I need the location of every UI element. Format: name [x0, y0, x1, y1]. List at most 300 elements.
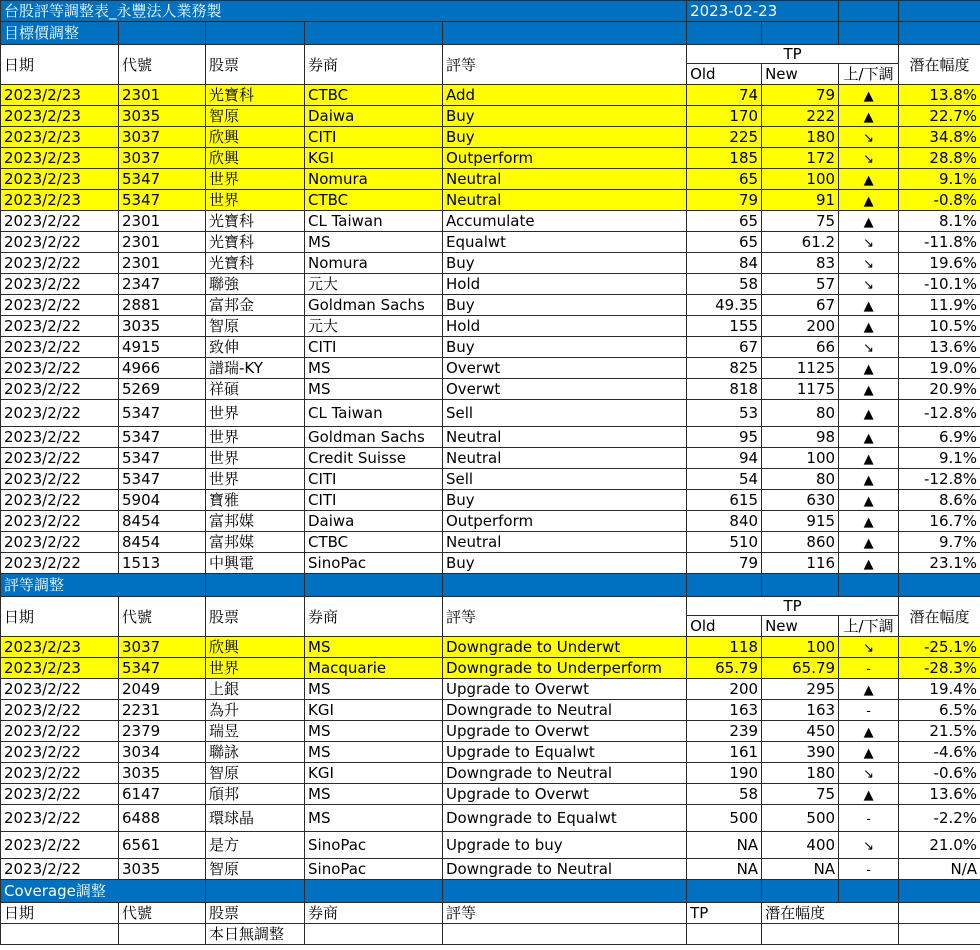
up-triangle-icon: ▲	[863, 787, 874, 803]
cell-tp-old: 161	[687, 742, 762, 763]
dash-icon: -	[866, 862, 871, 878]
column-header-row	[1, 45, 980, 64]
up-triangle-icon: ▲	[863, 361, 874, 377]
cell-broker: SinoPac	[305, 553, 443, 574]
cell-rating: Outperform	[443, 511, 687, 532]
cell-tp-new: 400	[762, 832, 839, 859]
cell-broker: SinoPac	[305, 832, 443, 859]
title-row	[1, 1, 980, 22]
cell-upside: -2.2%	[899, 805, 980, 832]
cell-direction	[839, 448, 899, 469]
cell-tp-old: 79	[687, 190, 762, 211]
cell-stock: 致伸	[206, 337, 305, 358]
col-stock: 股票	[206, 45, 305, 85]
down-arrow-icon: ↘	[863, 256, 875, 272]
up-triangle-icon: ▲	[863, 193, 874, 209]
table-row	[1, 469, 980, 490]
table-row	[1, 784, 980, 805]
cell-code: 2049	[119, 679, 206, 700]
cell-tp-new: 75	[762, 784, 839, 805]
up-triangle-icon: ▲	[863, 724, 874, 740]
up-triangle-icon: ▲	[863, 430, 874, 446]
cell-tp-old: 818	[687, 379, 762, 400]
col-direction: 上/下調	[839, 64, 899, 85]
cell-code: 3035	[119, 763, 206, 784]
cell-direction	[839, 805, 899, 832]
cell-tp-old: 94	[687, 448, 762, 469]
col-tp: TP	[687, 903, 762, 924]
cell-direction	[839, 232, 899, 253]
cell-upside: 13.6%	[899, 784, 980, 805]
cell-tp-new: 450	[762, 721, 839, 742]
cell-broker: MS	[305, 379, 443, 400]
cell-stock: 富邦媒	[206, 511, 305, 532]
cell-tp-old: 163	[687, 700, 762, 721]
cell-stock: 智原	[206, 763, 305, 784]
down-arrow-icon: ↘	[863, 130, 875, 146]
cell-date: 2023/2/22	[1, 211, 119, 232]
cell-broker: 元大	[305, 316, 443, 337]
dash-icon: -	[866, 811, 871, 827]
table-row	[1, 337, 980, 358]
cell-direction	[839, 721, 899, 742]
cell-direction	[839, 784, 899, 805]
cell-direction	[839, 85, 899, 106]
cell-tp-old: 825	[687, 358, 762, 379]
column-header-row	[1, 597, 980, 616]
down-arrow-icon: ↘	[863, 235, 875, 251]
cell-broker: Goldman Sachs	[305, 295, 443, 316]
col-code: 代號	[119, 903, 206, 924]
cell-upside: 8.1%	[899, 211, 980, 232]
cell-rating: Upgrade to Overwt	[443, 721, 687, 742]
dash-icon: -	[866, 703, 871, 719]
section-title-target: 目標價調整	[1, 22, 119, 45]
col-stock: 股票	[206, 903, 305, 924]
section-header-target	[1, 22, 980, 45]
down-arrow-icon: ↘	[863, 766, 875, 782]
cell-broker: CITI	[305, 469, 443, 490]
cell-stock: 光寶科	[206, 211, 305, 232]
cell-direction	[839, 679, 899, 700]
cell-code: 3034	[119, 742, 206, 763]
section-header-rating	[1, 574, 980, 597]
cell-tp-old: 840	[687, 511, 762, 532]
cell-stock: 上銀	[206, 679, 305, 700]
cell-direction	[839, 511, 899, 532]
cell-date: 2023/2/22	[1, 379, 119, 400]
cell-rating: Downgrade to Underwt	[443, 637, 687, 658]
cell-tp-old: 58	[687, 784, 762, 805]
cell-date: 2023/2/23	[1, 127, 119, 148]
cell-upside: 13.6%	[899, 337, 980, 358]
cell-upside: -12.8%	[899, 469, 980, 490]
table-row	[1, 127, 980, 148]
down-arrow-icon: ↘	[863, 340, 875, 356]
cell-date: 2023/2/23	[1, 148, 119, 169]
cell-rating: Overwt	[443, 379, 687, 400]
cell-rating: Buy	[443, 295, 687, 316]
cell-stock: 世界	[206, 190, 305, 211]
cell-direction	[839, 106, 899, 127]
cell-upside: 9.7%	[899, 532, 980, 553]
cell-rating: Buy	[443, 106, 687, 127]
col-stock: 股票	[206, 597, 305, 637]
cell-stock: 譜瑞-KY	[206, 358, 305, 379]
cell-code: 6561	[119, 832, 206, 859]
col-date: 日期	[1, 597, 119, 637]
cell-upside: 9.1%	[899, 169, 980, 190]
sheet-date: 2023-02-23	[687, 1, 839, 22]
cell-stock: 光寶科	[206, 253, 305, 274]
cell-stock: 富邦媒	[206, 532, 305, 553]
cell-direction	[839, 295, 899, 316]
cell-code: 2301	[119, 253, 206, 274]
cell-tp-old: 239	[687, 721, 762, 742]
cell-broker: MS	[305, 721, 443, 742]
down-arrow-icon: ↘	[863, 277, 875, 293]
cell-rating: Upgrade to buy	[443, 832, 687, 859]
up-triangle-icon: ▲	[863, 172, 874, 188]
table-row	[1, 490, 980, 511]
cell-date: 2023/2/22	[1, 805, 119, 832]
cell-upside: 11.9%	[899, 295, 980, 316]
cell-code: 6147	[119, 784, 206, 805]
cell-rating: Downgrade to Neutral	[443, 763, 687, 784]
cell-code: 3037	[119, 148, 206, 169]
cell-code: 4915	[119, 337, 206, 358]
cell-rating: Hold	[443, 316, 687, 337]
cell-tp-new: 180	[762, 763, 839, 784]
cell-upside: 34.8%	[899, 127, 980, 148]
cell-stock: 聯詠	[206, 742, 305, 763]
cell-date: 2023/2/22	[1, 274, 119, 295]
up-triangle-icon: ▲	[863, 682, 874, 698]
cell-date: 2023/2/22	[1, 316, 119, 337]
cell-code: 5347	[119, 469, 206, 490]
cell-tp-new: 80	[762, 469, 839, 490]
table-row	[1, 295, 980, 316]
cell-rating: Outperform	[443, 148, 687, 169]
cell-tp-new: 65.79	[762, 658, 839, 679]
cell-tp-old: 118	[687, 637, 762, 658]
cell-tp-old: 500	[687, 805, 762, 832]
cell-direction	[839, 532, 899, 553]
cell-date: 2023/2/22	[1, 448, 119, 469]
table-row	[1, 211, 980, 232]
cell-tp-new: 100	[762, 448, 839, 469]
col-upside: 潛在幅度	[899, 597, 980, 637]
cell-broker: CTBC	[305, 532, 443, 553]
cell-broker: Macquarie	[305, 658, 443, 679]
cell-broker: Daiwa	[305, 511, 443, 532]
cell-tp-new: 67	[762, 295, 839, 316]
cell-upside: 8.6%	[899, 490, 980, 511]
col-tp: TP	[687, 45, 899, 64]
cell-date: 2023/2/22	[1, 832, 119, 859]
col-date: 日期	[1, 903, 119, 924]
cell-stock: 智原	[206, 316, 305, 337]
cell-upside: -25.1%	[899, 637, 980, 658]
cell-rating: Accumulate	[443, 211, 687, 232]
up-triangle-icon: ▲	[863, 514, 874, 530]
up-triangle-icon: ▲	[863, 214, 874, 230]
col-upside: 潛在幅度	[899, 45, 980, 85]
col-tp: TP	[687, 597, 899, 616]
cell-direction	[839, 427, 899, 448]
cell-direction	[839, 169, 899, 190]
cell-date: 2023/2/22	[1, 490, 119, 511]
cell-code: 8454	[119, 511, 206, 532]
cell-tp-new: 66	[762, 337, 839, 358]
cell-upside: -12.8%	[899, 400, 980, 427]
col-code: 代號	[119, 597, 206, 637]
cell-tp-old: 185	[687, 148, 762, 169]
cell-rating: Upgrade to Overwt	[443, 679, 687, 700]
table-row	[1, 106, 980, 127]
cell-tp-old: 67	[687, 337, 762, 358]
up-triangle-icon: ▲	[863, 535, 874, 551]
cell-upside: 6.9%	[899, 427, 980, 448]
title-blank	[839, 1, 899, 22]
cell-direction	[839, 190, 899, 211]
table-row	[1, 679, 980, 700]
cell-tp-old: 170	[687, 106, 762, 127]
cell-rating: Buy	[443, 253, 687, 274]
cell-upside: 23.1%	[899, 553, 980, 574]
cell-date: 2023/2/22	[1, 784, 119, 805]
cell-date: 2023/2/22	[1, 532, 119, 553]
cell-direction	[839, 832, 899, 859]
cell-broker: CITI	[305, 337, 443, 358]
cell-stock: 富邦金	[206, 295, 305, 316]
table-row	[1, 427, 980, 448]
up-triangle-icon: ▲	[863, 382, 874, 398]
cell-direction	[839, 337, 899, 358]
cell-broker: Credit Suisse	[305, 448, 443, 469]
cell-stock: 瑞昱	[206, 721, 305, 742]
table-row	[1, 148, 980, 169]
cell-tp-old: 54	[687, 469, 762, 490]
cell-tp-new: 222	[762, 106, 839, 127]
cell-tp-new: 390	[762, 742, 839, 763]
cell-date: 2023/2/22	[1, 295, 119, 316]
cell-code: 3035	[119, 106, 206, 127]
cell-stock: 光寶科	[206, 232, 305, 253]
cell-direction	[839, 859, 899, 880]
cell-upside: N/A	[899, 859, 980, 880]
cell-direction	[839, 148, 899, 169]
cell-rating: Hold	[443, 274, 687, 295]
col-code: 代號	[119, 45, 206, 85]
table-row	[1, 637, 980, 658]
cell-broker: MS	[305, 679, 443, 700]
cell-date: 2023/2/22	[1, 337, 119, 358]
table-row	[1, 859, 980, 880]
cell-tp-new: 163	[762, 700, 839, 721]
cell-broker: CITI	[305, 127, 443, 148]
cell-tp-new: 80	[762, 400, 839, 427]
cell-tp-new: 295	[762, 679, 839, 700]
cell-code: 2347	[119, 274, 206, 295]
cell-tp-old: NA	[687, 859, 762, 880]
cell-tp-new: 91	[762, 190, 839, 211]
cell-tp-old: 65.79	[687, 658, 762, 679]
cell-code: 5347	[119, 169, 206, 190]
cell-date: 2023/2/23	[1, 106, 119, 127]
cell-upside: 16.7%	[899, 511, 980, 532]
cell-upside: 20.9%	[899, 379, 980, 400]
cell-tp-new: 1175	[762, 379, 839, 400]
col-rating: 評等	[443, 903, 687, 924]
cell-tp-new: 915	[762, 511, 839, 532]
cell-upside: 22.7%	[899, 106, 980, 127]
cell-broker: SinoPac	[305, 859, 443, 880]
cell-stock: 環球晶	[206, 805, 305, 832]
table-row	[1, 553, 980, 574]
cell-tp-old: NA	[687, 832, 762, 859]
cell-tp-old: 190	[687, 763, 762, 784]
cell-broker: CL Taiwan	[305, 211, 443, 232]
cell-stock: 世界	[206, 169, 305, 190]
cell-rating: Downgrade to Underperform	[443, 658, 687, 679]
cell-stock: 中興電	[206, 553, 305, 574]
cell-rating: Downgrade to Equalwt	[443, 805, 687, 832]
cell-direction	[839, 490, 899, 511]
cell-broker: Nomura	[305, 169, 443, 190]
cell-broker: MS	[305, 637, 443, 658]
coverage-header-row	[1, 903, 980, 924]
table-row	[1, 85, 980, 106]
cell-date: 2023/2/22	[1, 763, 119, 784]
down-arrow-icon: ↘	[863, 151, 875, 167]
cell-code: 4966	[119, 358, 206, 379]
down-arrow-icon: ↘	[863, 838, 875, 854]
cell-rating: Overwt	[443, 358, 687, 379]
table-row	[1, 742, 980, 763]
table-row	[1, 253, 980, 274]
cell-rating: Neutral	[443, 169, 687, 190]
cell-broker: CTBC	[305, 85, 443, 106]
sheet-title: 台股評等調整表_永豐法人業務製	[1, 1, 687, 22]
cell-date: 2023/2/22	[1, 859, 119, 880]
cell-date: 2023/2/22	[1, 700, 119, 721]
cell-code: 5269	[119, 379, 206, 400]
cell-tp-old: 49.35	[687, 295, 762, 316]
cell-broker: MS	[305, 805, 443, 832]
cell-direction	[839, 469, 899, 490]
cell-date: 2023/2/23	[1, 169, 119, 190]
table-row	[1, 316, 980, 337]
cell-rating: Neutral	[443, 427, 687, 448]
up-triangle-icon: ▲	[863, 556, 874, 572]
cell-tp-new: 200	[762, 316, 839, 337]
up-triangle-icon: ▲	[863, 319, 874, 335]
cell-rating: Add	[443, 85, 687, 106]
cell-broker: 元大	[305, 274, 443, 295]
cell-code: 6488	[119, 805, 206, 832]
cell-upside: 10.5%	[899, 316, 980, 337]
cell-rating: Upgrade to Equalwt	[443, 742, 687, 763]
table-row	[1, 400, 980, 427]
coverage-note-row	[1, 924, 980, 945]
cell-tp-new: 61.2	[762, 232, 839, 253]
table-row	[1, 169, 980, 190]
down-arrow-icon: ↘	[863, 640, 875, 656]
cell-tp-old: 53	[687, 400, 762, 427]
cell-direction	[839, 553, 899, 574]
cell-broker: KGI	[305, 763, 443, 784]
cell-broker: CITI	[305, 490, 443, 511]
cell-code: 8454	[119, 532, 206, 553]
cell-rating: Downgrade to Neutral	[443, 859, 687, 880]
cell-stock: 智原	[206, 106, 305, 127]
cell-stock: 為升	[206, 700, 305, 721]
cell-code: 2301	[119, 211, 206, 232]
cell-rating: Equalwt	[443, 232, 687, 253]
cell-stock: 世界	[206, 448, 305, 469]
cell-tp-new: 630	[762, 490, 839, 511]
cell-stock: 是方	[206, 832, 305, 859]
cell-rating: Neutral	[443, 448, 687, 469]
up-triangle-icon: ▲	[863, 745, 874, 761]
cell-code: 5347	[119, 427, 206, 448]
cell-stock: 光寶科	[206, 85, 305, 106]
cell-stock: 欣興	[206, 127, 305, 148]
cell-stock: 世界	[206, 427, 305, 448]
table-row	[1, 190, 980, 211]
col-date: 日期	[1, 45, 119, 85]
table-row	[1, 274, 980, 295]
cell-code: 2231	[119, 700, 206, 721]
cell-upside: 28.8%	[899, 148, 980, 169]
cell-upside: 6.5%	[899, 700, 980, 721]
cell-tp-new: 98	[762, 427, 839, 448]
cell-broker: MS	[305, 232, 443, 253]
cell-direction	[839, 742, 899, 763]
title-blank	[899, 1, 980, 22]
cell-code: 2301	[119, 232, 206, 253]
section-title-rating: 評等調整	[1, 574, 206, 597]
cell-broker: Goldman Sachs	[305, 427, 443, 448]
cell-tp-new: 75	[762, 211, 839, 232]
cell-code: 5347	[119, 658, 206, 679]
cell-broker: KGI	[305, 148, 443, 169]
up-triangle-icon: ▲	[863, 472, 874, 488]
cell-upside: 13.8%	[899, 85, 980, 106]
cell-tp-new: 116	[762, 553, 839, 574]
cell-direction	[839, 637, 899, 658]
cell-date: 2023/2/23	[1, 658, 119, 679]
cell-broker: Daiwa	[305, 106, 443, 127]
cell-broker: CTBC	[305, 190, 443, 211]
table-row	[1, 658, 980, 679]
cell-upside: -4.6%	[899, 742, 980, 763]
col-tp-old: Old	[687, 64, 762, 85]
cell-code: 2379	[119, 721, 206, 742]
cell-tp-old: 65	[687, 232, 762, 253]
cell-code: 3035	[119, 316, 206, 337]
cell-code: 3035	[119, 859, 206, 880]
cell-direction	[839, 253, 899, 274]
cell-stock: 頎邦	[206, 784, 305, 805]
cell-rating: Buy	[443, 490, 687, 511]
cell-stock: 欣興	[206, 637, 305, 658]
dash-icon: -	[866, 661, 871, 677]
cell-upside: -10.1%	[899, 274, 980, 295]
cell-tp-old: 225	[687, 127, 762, 148]
cell-broker: MS	[305, 784, 443, 805]
